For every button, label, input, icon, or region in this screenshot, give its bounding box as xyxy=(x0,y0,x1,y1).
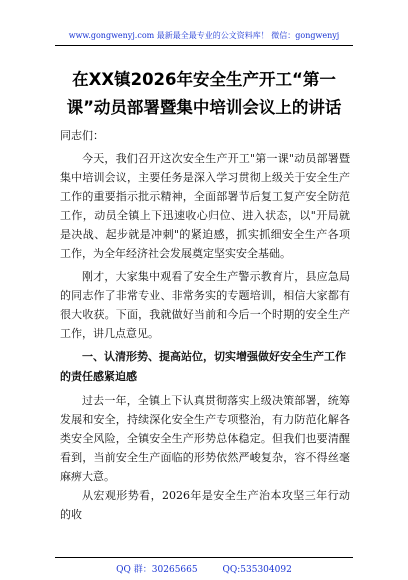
salutation: 同志们： xyxy=(60,129,104,142)
body-paragraph-2: 刚才，大家集中观看了安全生产警示教育片，县应急局的同志作了非常专业、非常务实的专题培训，相信大家都有很大收获。下面，我就做好当前和今后一个时期的安全生产工作，讲几点意见。 xyxy=(60,270,350,340)
footer-qq: QQ:535304092 xyxy=(222,565,292,575)
section-heading-1: 一、认清形势、提高站位，切实增强做好安全生产工作的责任感紧迫感 xyxy=(60,350,346,383)
body-paragraph-3: 过去一年，全镇上下认真贯彻落实上级决策部署，统筹发展和安全，持续深化安全生产专项整治，有力防范化解各类安全风险，全镇安全生产形势总体稳定。但我们也要清醒看到，当前安全生产面临的形势依然严峻复杂，容不得丝毫麻痹大意。 xyxy=(60,394,350,483)
body-paragraph-1: 今天，我们召开这次安全生产开工"第一课"动员部署暨集中培训会议，主要任务是深入学习贯彻上级关于安全生产工作的重要指示批示精神，全面部署节后复工复产安全防范工作，动员全镇上下迅速收心归位、进入状态，以"开局就是决战、起步就是冲刺"的紧迫感，抓实抓细安全生产各项工作，为全年经济社会发展奠定坚实安全基础。 xyxy=(60,152,350,260)
page-header-text: www.gongwenyj.com 最新最全最专业的公文资料库！ 微信：gongwenyj xyxy=(68,31,340,40)
page-footer xyxy=(55,562,353,575)
body-paragraph-4: 从宏观形势看，2026年是安全生产治本攻坚三年行动的收 xyxy=(60,489,350,521)
document-body xyxy=(60,126,350,524)
footer-qq-group: QQ 群：30265665 xyxy=(116,565,198,575)
footer-divider xyxy=(55,557,353,558)
document-title: 在XX镇2026年安全生产开工“第一课”动员部署暨集中培训会议上的讲话 xyxy=(66,70,342,117)
header-divider xyxy=(55,45,353,46)
